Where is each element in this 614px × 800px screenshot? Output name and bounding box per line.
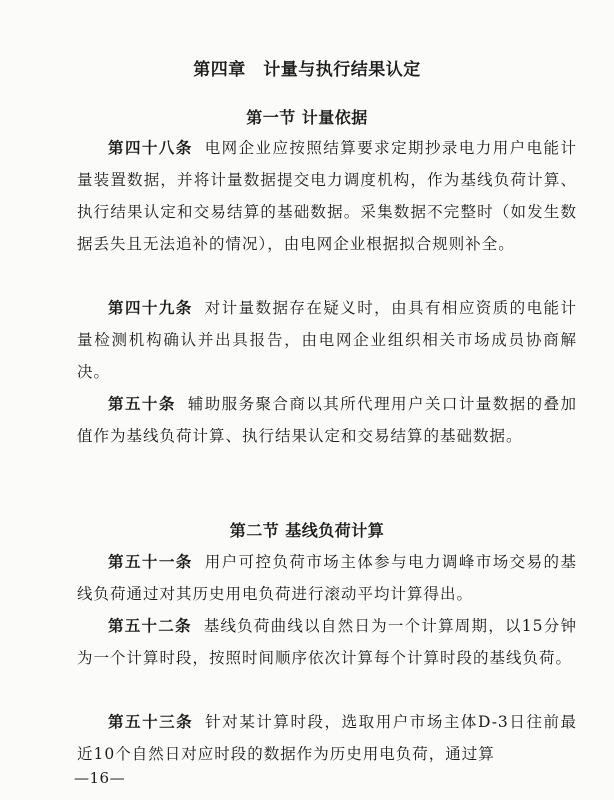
article-text: 辅助服务聚合商以其所代理用户关口计量数据的叠加值作为基线负荷计算、执行结果认定和交易结算的基础数据。 (77, 395, 577, 445)
article-heading: 第四十八条 (108, 139, 193, 157)
article-48 (77, 132, 577, 260)
article-heading: 第五十条 (108, 395, 176, 413)
article-heading: 第五十三条 (108, 713, 194, 731)
article-heading: 第五十二条 (108, 617, 192, 635)
chapter-title: 第四章 计量与执行结果认定 (193, 60, 421, 80)
article-49 (77, 292, 577, 388)
article-50 (77, 388, 577, 452)
article-52 (77, 610, 577, 674)
article-heading: 第五十一条 (108, 553, 193, 571)
article-53 (77, 706, 577, 770)
article-51 (77, 546, 577, 610)
article-text: 基线负荷曲线以自然日为一个计算周期，以15分钟为一个计算时段，按照时间顺序依次计算每个计算时段的基线负荷。 (77, 617, 577, 667)
page-number: —16— (74, 769, 126, 787)
article-heading: 第四十九条 (108, 299, 193, 317)
article-text: 电网企业应按照结算要求定期抄录电力用户电能计量装置数据，并将计量数据提交电力调度机构，作为基线负荷计算、执行结果认定和交易结算的基础数据。采集数据不完整时（如发生数据丢失且无法追补的情况），由电网企业根据拟合规则补全。 (77, 139, 577, 253)
article-text: 针对某计算时段，选取用户市场主体D-3日往前最近10个自然日对应时段的数据作为历史用电负荷，通过算 (77, 713, 577, 763)
article-text: 用户可控负荷市场主体参与电力调峰市场交易的基线负荷通过对其历史用电负荷进行滚动平均计算得出。 (77, 553, 577, 603)
section-title-1: 第一节 计量依据 (246, 108, 368, 127)
article-text: 对计量数据存在疑义时，由具有相应资质的电能计量检测机构确认并出具报告，由电网企业组织相关市场成员协商解决。 (77, 299, 577, 381)
section-title-2: 第二节 基线负荷计算 (229, 521, 385, 540)
